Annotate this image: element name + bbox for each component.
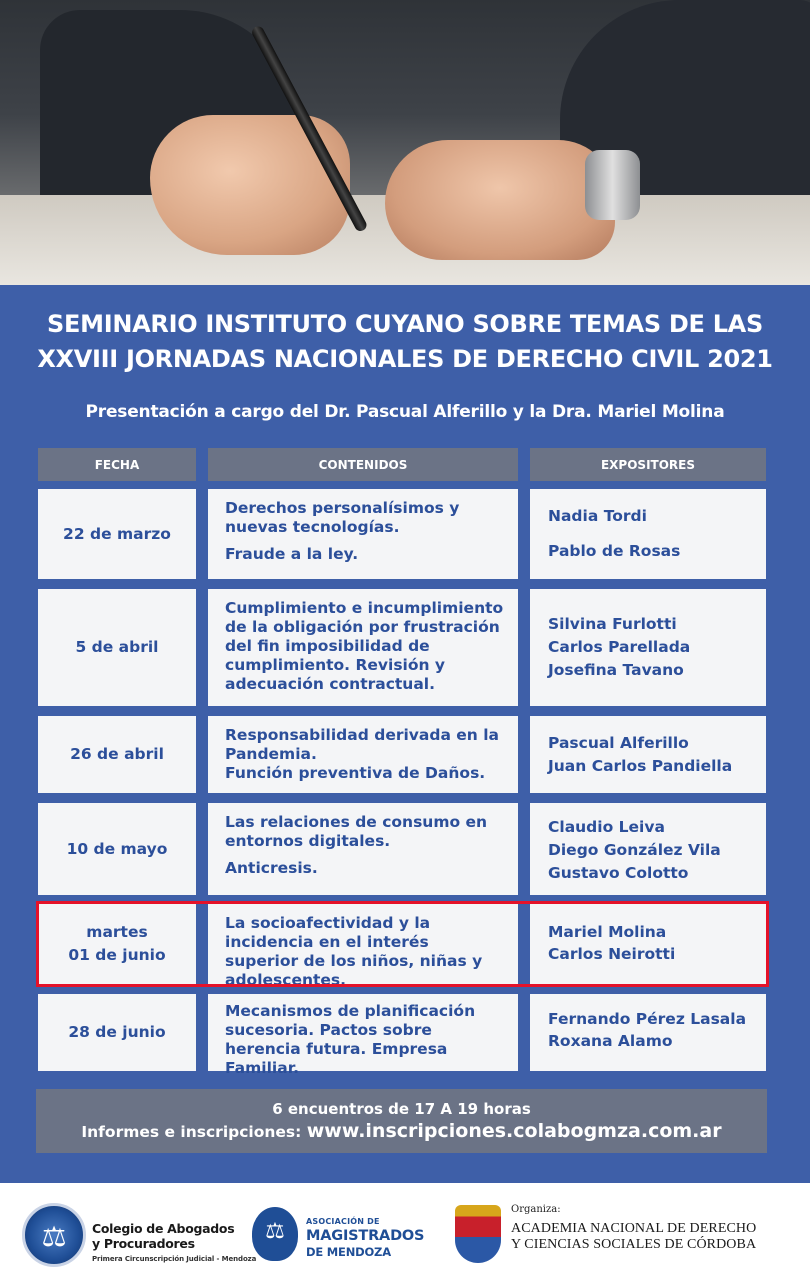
row-6-speaker-1: Fernando Pérez Lasala (548, 1010, 747, 1028)
title-line-1: SEMINARIO INSTITUTO CUYANO SOBRE TEMAS DE LAS (47, 310, 763, 338)
row-4-speakers (530, 803, 766, 895)
row-1-contents (208, 489, 518, 579)
row-2-speaker-2: Carlos Parellada (548, 638, 691, 656)
organiza-label: Organiza: (511, 1204, 561, 1215)
row-5-date-text: 01 de junio (68, 946, 166, 964)
hand-right (385, 140, 615, 260)
row-2-date-text: 5 de abril (75, 638, 159, 656)
row-2-speakers (530, 589, 766, 706)
row-3-content-2: Función preventiva de Daños. (225, 764, 486, 782)
academia-crest-icon (455, 1205, 501, 1263)
row-1-date (38, 489, 196, 579)
row-2-speaker-1: Silvina Furlotti (548, 615, 677, 633)
row-3-speaker-2: Juan Carlos Pandiella (548, 757, 733, 775)
row-5-date (38, 904, 196, 984)
row-1-speakers (530, 489, 766, 579)
row-2-content-1: Cumplimiento e incumplimiento de la obligación por frustración del fin imposibilidad de cumplimiento. Revisión y adecuación contractual. (225, 599, 504, 693)
row-3-contents (208, 716, 518, 793)
title-line-2: XXVIII JORNADAS NACIONALES DE DERECHO CIVIL 2021 (37, 345, 773, 373)
row-5-date-weekday: martes (86, 923, 148, 941)
row-5-speakers (530, 904, 766, 984)
row-4-content-2: Anticresis. (225, 859, 318, 877)
row-6-date-text: 28 de junio (68, 1023, 166, 1041)
row-1-speaker-1: Nadia Tordi (548, 507, 647, 525)
subtitle: Presentación a cargo del Dr. Pascual Alferillo y la Dra. Mariel Molina (85, 402, 725, 422)
row-6-speaker-2: Roxana Alamo (548, 1032, 673, 1050)
row-5-content-1: La socioafectividad y la incidencia en el interés superior de los niños, niñas y adolescentes. (225, 914, 483, 989)
academia-name (511, 1221, 801, 1253)
row-3-date-text: 26 de abril (70, 745, 164, 763)
watch-icon (585, 150, 640, 220)
row-4-contents (208, 803, 518, 895)
registration-url: www.inscripciones.colabogmza.com.ar (306, 1120, 722, 1142)
row-4-content-1: Las relaciones de consumo en entornos digitales. (225, 813, 488, 850)
row-1-speaker-2: Pablo de Rosas (548, 542, 681, 560)
row-3-date (38, 716, 196, 793)
row-5-contents (208, 904, 518, 989)
asociacion-name: MAGISTRADOS (306, 1228, 425, 1244)
row-2-date (38, 589, 196, 706)
row-6-content-1: Mecanismos de planificación sucesoria. Pactos sobre herencia futura. Empresa Familiar. (225, 1002, 476, 1077)
row-4-speaker-2: Diego González Vila (548, 841, 721, 859)
logos-strip (0, 1183, 810, 1280)
academia-line-1: ACADEMIA NACIONAL DE DERECHO (511, 1221, 757, 1236)
academia-line-2: Y CIENCIAS SOCIALES DE CÓRDOBA (511, 1237, 757, 1252)
row-3-speaker-1: Pascual Alferillo (548, 734, 689, 752)
row-6-speakers (530, 994, 766, 1071)
asociacion-logo-icon (252, 1207, 298, 1261)
row-3-content-1: Responsabilidad derivada en la Pandemia. (225, 726, 500, 763)
column-header-fecha: FECHA (38, 448, 196, 481)
asociacion-place: DE MENDOZA (306, 1245, 391, 1259)
row-1-content-1: Derechos personalísimos y nuevas tecnologías. (225, 499, 460, 536)
registration-line (36, 1120, 767, 1142)
row-4-date (38, 803, 196, 895)
registration-label: Informes e inscripciones: (81, 1123, 307, 1141)
hero-photo (0, 0, 810, 285)
row-2-speaker-3: Josefina Tavano (548, 661, 684, 679)
asociacion-label: ASOCIACIÓN DE (306, 1217, 380, 1226)
row-4-date-text: 10 de mayo (66, 839, 168, 858)
row-4-speaker-1: Claudio Leiva (548, 818, 665, 836)
info-bar (36, 1089, 767, 1153)
row-2-contents (208, 589, 518, 706)
row-3-speakers (530, 716, 766, 793)
row-6-date (38, 994, 196, 1071)
colegio-subtitle: Primera Circunscripción Judicial - Mendoza (92, 1255, 257, 1263)
row-5-speaker-1: Mariel Molina (548, 923, 667, 941)
row-6-contents (208, 994, 518, 1077)
column-header-expositores: EXPOSITORES (530, 448, 766, 481)
row-1-date-text: 22 de marzo (63, 524, 171, 543)
schedule-text: 6 encuentros de 17 A 19 horas (272, 1100, 531, 1118)
row-5-speaker-2: Carlos Neirotti (548, 945, 676, 963)
row-4-speaker-3: Gustavo Colotto (548, 864, 689, 882)
row-1-content-2: Fraude a la ley. (225, 545, 359, 563)
column-header-contenidos: CONTENIDOS (208, 448, 518, 481)
colegio-name: Colegio de Abogados y Procuradores (92, 1221, 235, 1251)
colegio-seal-icon (22, 1203, 86, 1267)
